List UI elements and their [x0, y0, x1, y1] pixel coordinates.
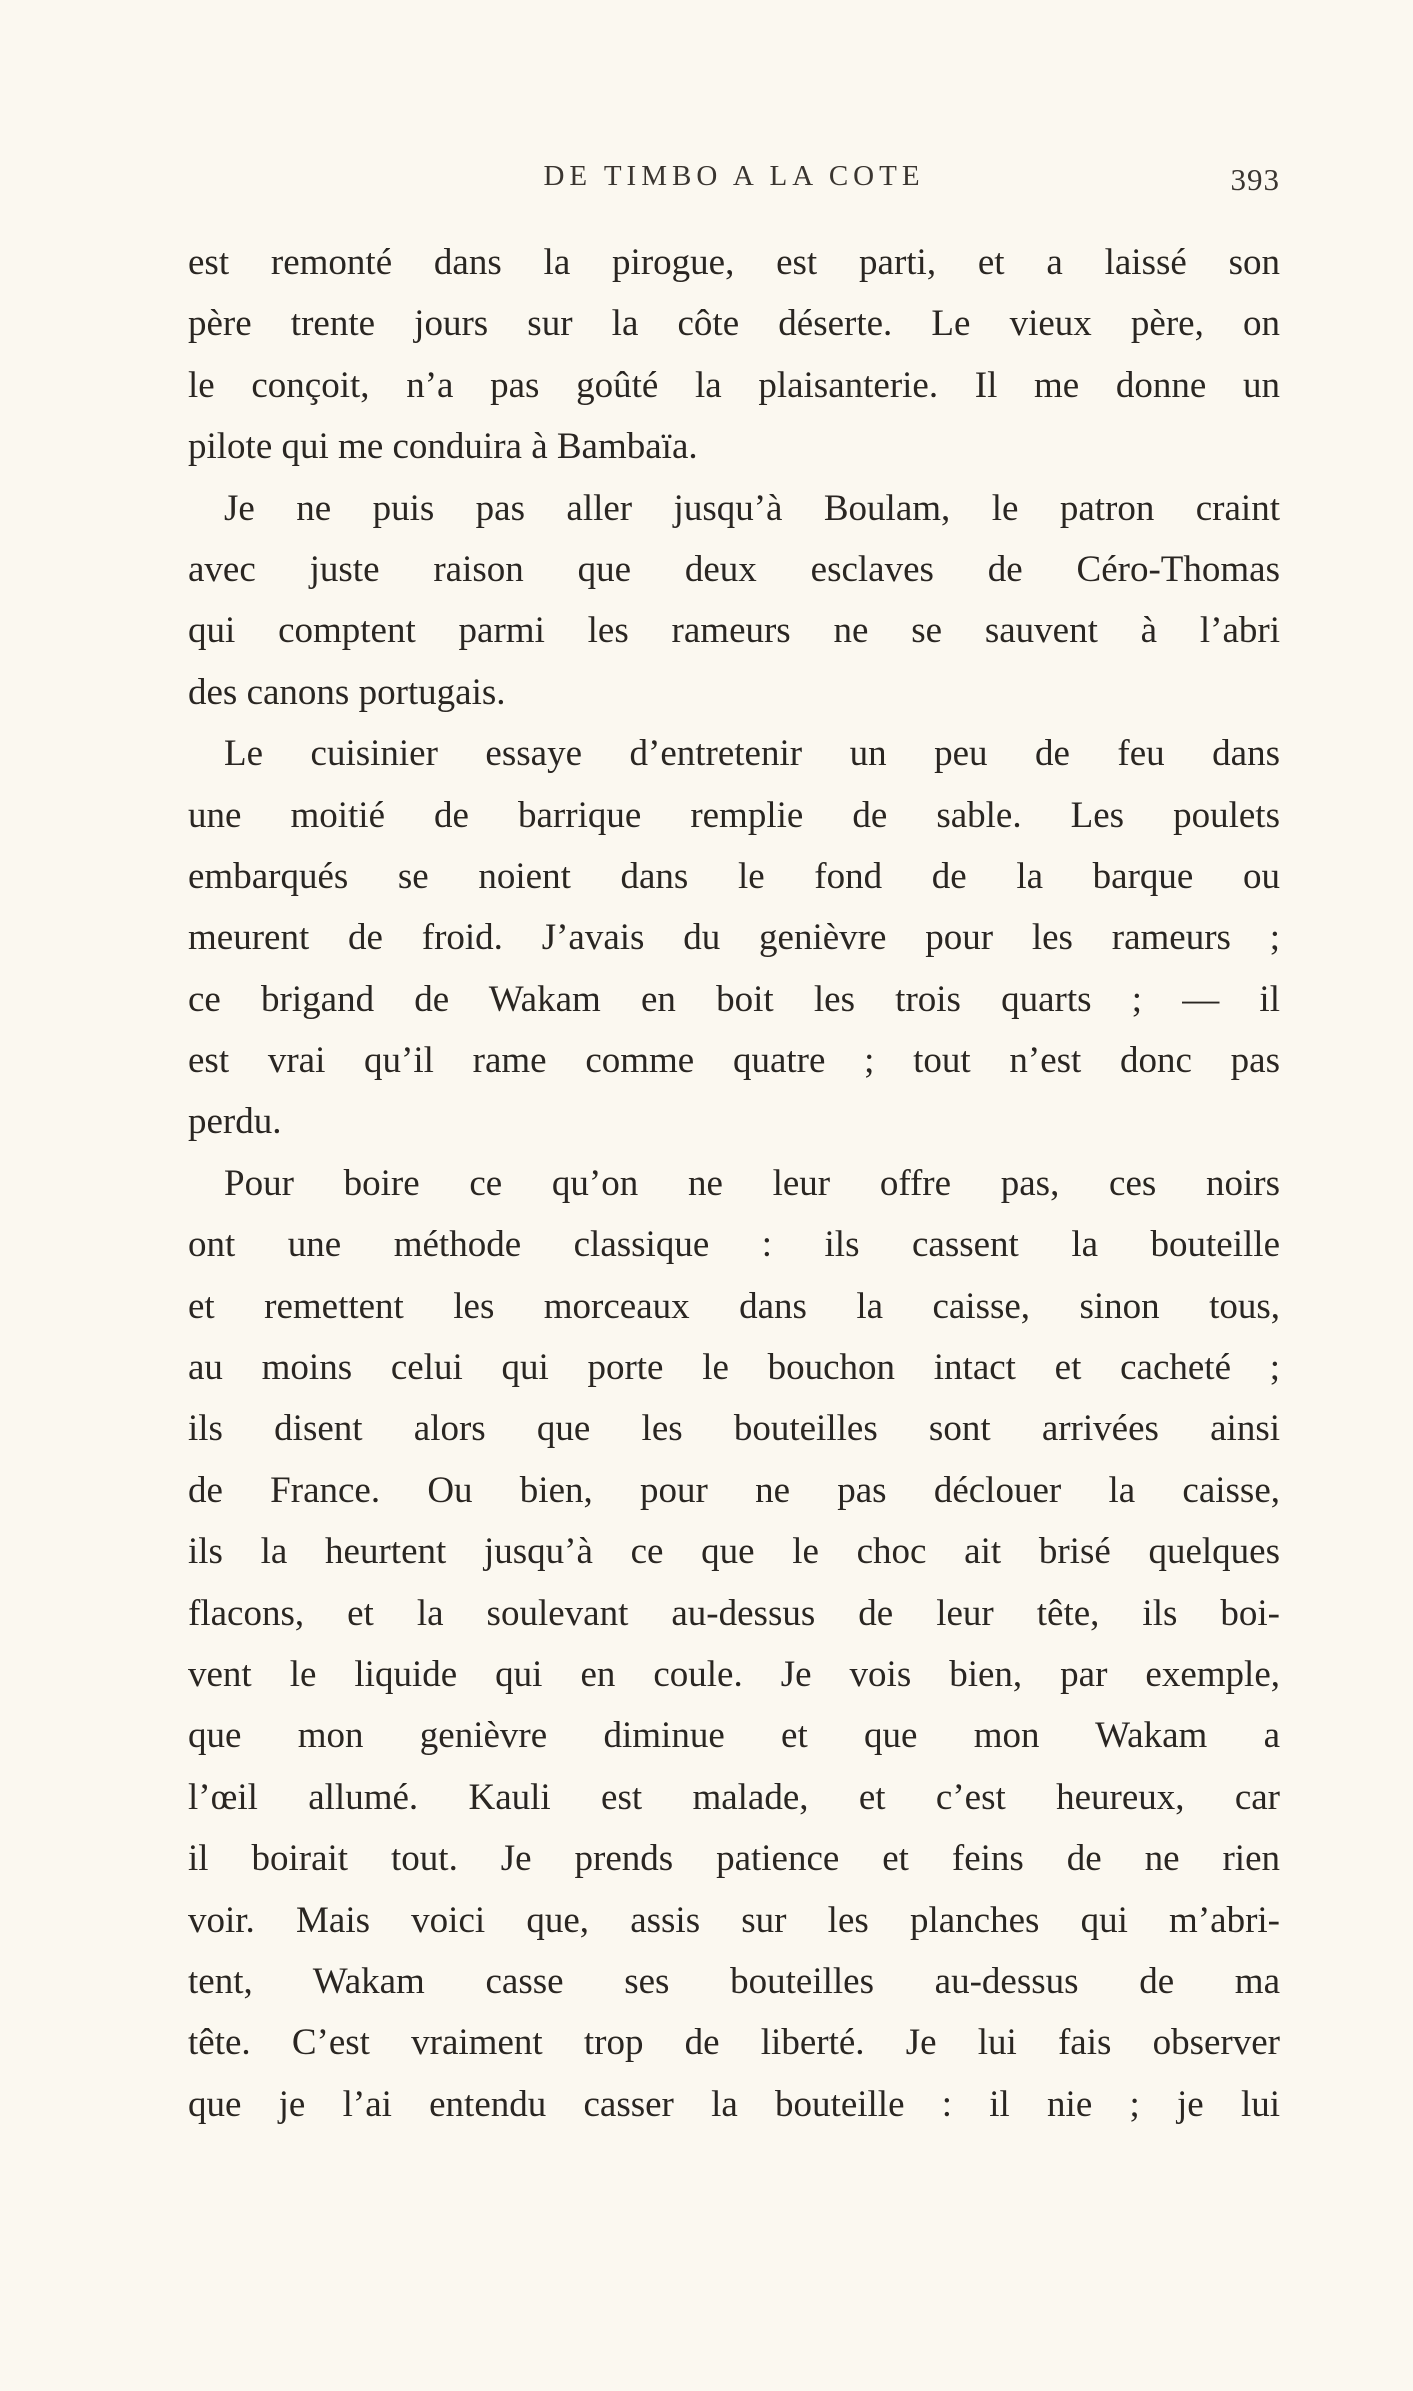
text-line: ils disent alors que les bouteilles sont arrivées ainsi	[188, 1408, 1280, 1450]
text-line: embarqués se noient dans le fond de la barque ou	[188, 855, 1280, 897]
text-line: flacons, et la soulevant au-dessus de leur tête, ils boi-	[188, 1592, 1280, 1634]
text-line: avec juste raison que deux esclaves de Céro-Thomas	[188, 548, 1280, 590]
text-line: qui comptent parmi les rameurs ne se sauvent à l’abri	[188, 610, 1280, 652]
page-number: 393	[1230, 162, 1280, 197]
text-line: une moitié de barrique remplie de sable. Les poulets	[188, 794, 1280, 836]
running-title: DE TIMBO A LA COTE	[543, 160, 925, 192]
text-line: tête. C’est vraiment trop de liberté. Je lui fais observer	[188, 2022, 1280, 2064]
text-line: que mon genièvre diminue et que mon Wakam a	[188, 1715, 1280, 1757]
body-text	[188, 232, 1280, 2135]
text-line: le conçoit, n’a pas goûté la plaisanterie. Il me donne un	[188, 364, 1280, 406]
text-line: vent le liquide qui en coule. Je vois bien, par exemple,	[188, 1653, 1280, 1695]
text-line: il boirait tout. Je prends patience et feins de ne rien	[188, 1838, 1280, 1880]
text-line: Pour boire ce qu’on ne leur offre pas, ces noirs	[224, 1162, 1280, 1204]
text-line: que je l’ai entendu casser la bouteille : il nie ; je lui	[188, 2083, 1280, 2125]
text-line: ont une méthode classique : ils cassent la bouteille	[188, 1224, 1280, 1266]
text-line: pilote qui me conduira à Bambaïa.	[188, 426, 698, 468]
text-line: est remonté dans la pirogue, est parti, et a laissé son	[188, 242, 1280, 283]
text-line: tent, Wakam casse ses bouteilles au-dessus de ma	[188, 1960, 1280, 2002]
text-line: Je ne puis pas aller jusqu’à Boulam, le patron craint	[224, 487, 1280, 529]
text-line: meurent de froid. J’avais du genièvre pour les rameurs ;	[188, 917, 1280, 959]
text-line: au moins celui qui porte le bouchon intact et cacheté ;	[188, 1347, 1280, 1389]
running-head	[188, 156, 1280, 196]
text-line: père trente jours sur la côte déserte. Le vieux père, on	[188, 303, 1280, 345]
text-line: de France. Ou bien, pour ne pas déclouer la caisse,	[188, 1469, 1280, 1511]
text-line: perdu.	[188, 1101, 282, 1143]
text-line: l’œil allumé. Kauli est malade, et c’est heureux, car	[188, 1776, 1280, 1818]
text-line: ils la heurtent jusqu’à ce que le choc ait brisé quelques	[188, 1531, 1280, 1573]
text-line: Le cuisinier essaye d’entretenir un peu de feu dans	[224, 733, 1280, 775]
text-line: voir. Mais voici que, assis sur les planches qui m’abri-	[188, 1899, 1280, 1941]
text-line: et remettent les morceaux dans la caisse, sinon tous,	[188, 1285, 1280, 1327]
text-line: est vrai qu’il rame comme quatre ; tout n’est donc pas	[188, 1040, 1280, 1082]
text-line: ce brigand de Wakam en boit les trois quarts ; — il	[188, 978, 1280, 1020]
text-line: des canons portugais.	[188, 671, 506, 713]
